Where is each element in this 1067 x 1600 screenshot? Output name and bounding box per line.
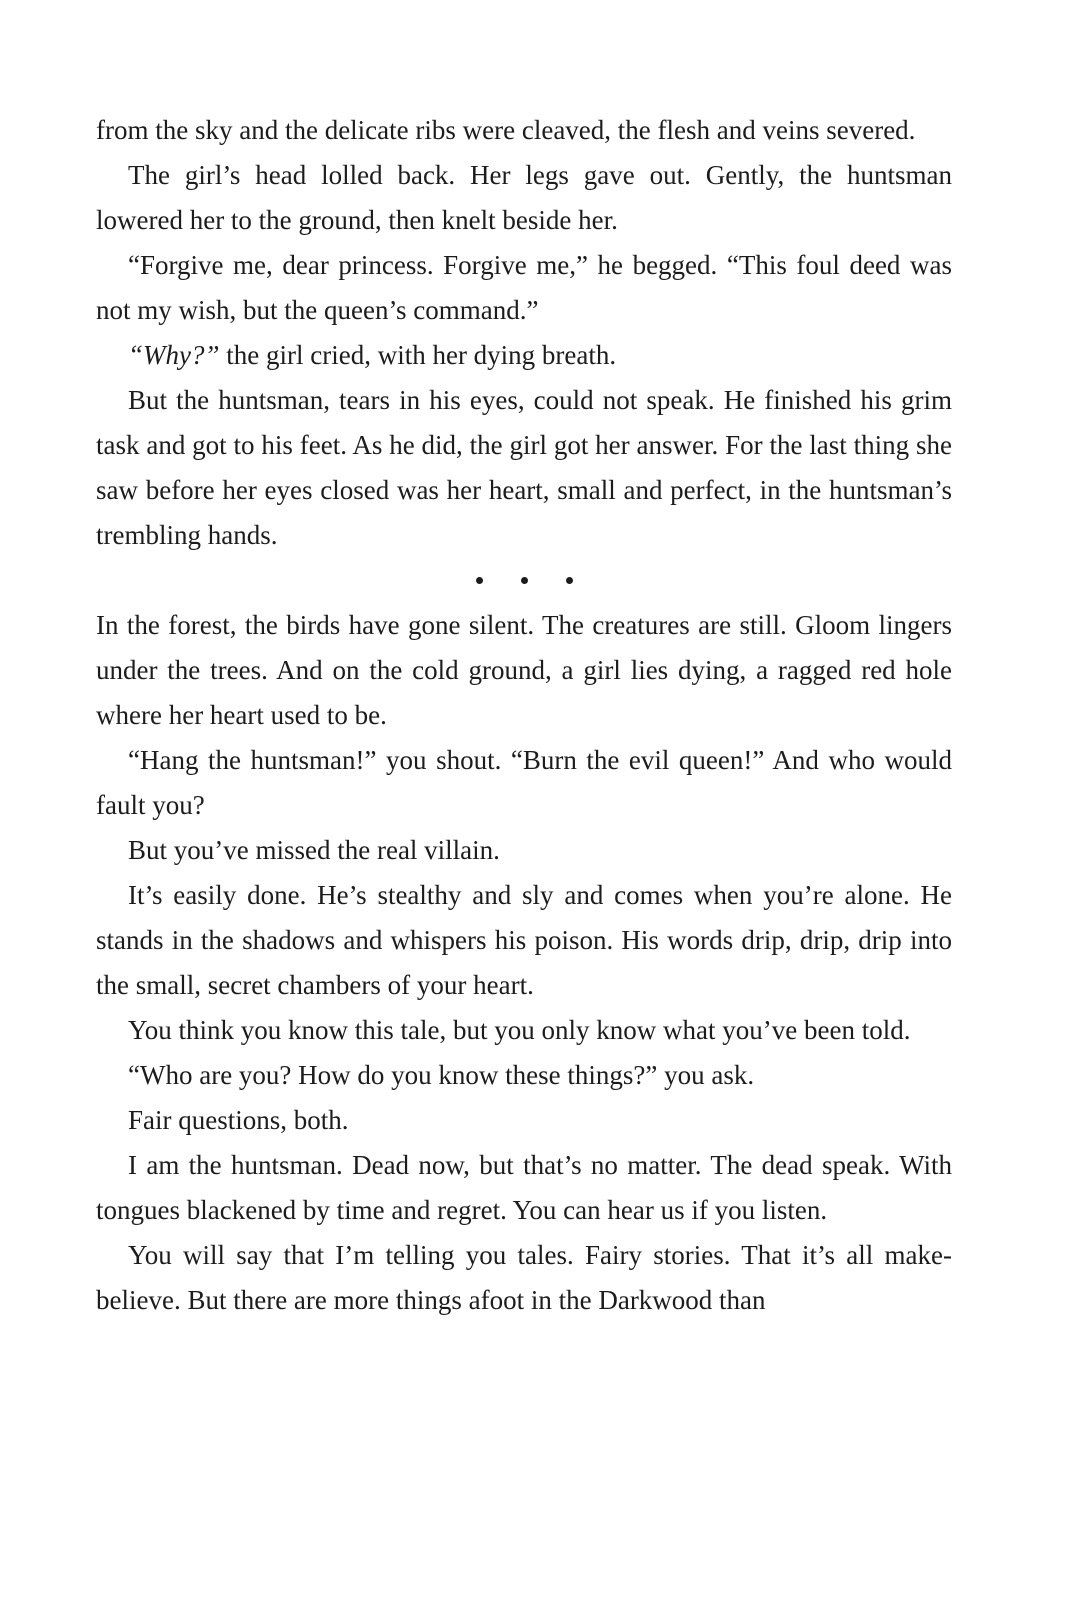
paragraph: Fair questions, both. (128, 1105, 349, 1135)
paragraph-section-start: In the forest, the birds have gone silent. The creatures are still. Gloom lingers under the trees. And on the cold ground, a girl lies dying, a ragged red hole where her heart used to be. (96, 610, 952, 730)
paragraph: “Hang the huntsman!” you shout. “Burn the evil queen!” And who would fault you? (96, 745, 952, 820)
paragraph: “Forgive me, dear princess. Forgive me,” he begged. “This foul deed was not my wish, but the queen’s command.” (96, 250, 952, 325)
section-break-dot (521, 577, 528, 584)
paragraph: But the huntsman, tears in his eyes, could not speak. He finished his grim task and got to his feet. As he did, the girl got her answer. For the last thing she saw before her eyes closed was her heart, small and perfect, in the huntsman’s trembling hands. (96, 385, 952, 550)
paragraph-text: the girl cried, with her dying breath. (219, 340, 617, 370)
paragraph: “Who are you? How do you know these things?” you ask. (128, 1060, 755, 1090)
paragraph: But you’ve missed the real villain. (128, 835, 500, 865)
paragraph: The girl’s head lolled back. Her legs gave out. Gently, the huntsman lowered her to the ground, then knelt beside her. (96, 160, 952, 235)
section-break-dot (476, 577, 483, 584)
paragraph-continues: You will say that I’m telling you tales. Fairy stories. That it’s all make-believe. But there are more things afoot in the Darkwood than (96, 1240, 952, 1315)
book-page (96, 108, 952, 1323)
paragraph: I am the huntsman. Dead now, but that’s no matter. The dead speak. With tongues blackened by time and regret. You can hear us if you listen. (96, 1150, 952, 1225)
section-break-dot (566, 577, 573, 584)
paragraph (96, 333, 952, 378)
paragraph: It’s easily done. He’s stealthy and sly and comes when you’re alone. He stands in the shadows and whispers his poison. His words drip, drip, drip into the small, secret chambers of your heart. (96, 880, 952, 1000)
italic-why: “Why?” (128, 340, 220, 370)
section-break (96, 558, 952, 603)
paragraph-continuation: from the sky and the delicate ribs were cleaved, the flesh and veins severed. (96, 115, 916, 145)
paragraph: You think you know this tale, but you only know what you’ve been told. (128, 1015, 911, 1045)
